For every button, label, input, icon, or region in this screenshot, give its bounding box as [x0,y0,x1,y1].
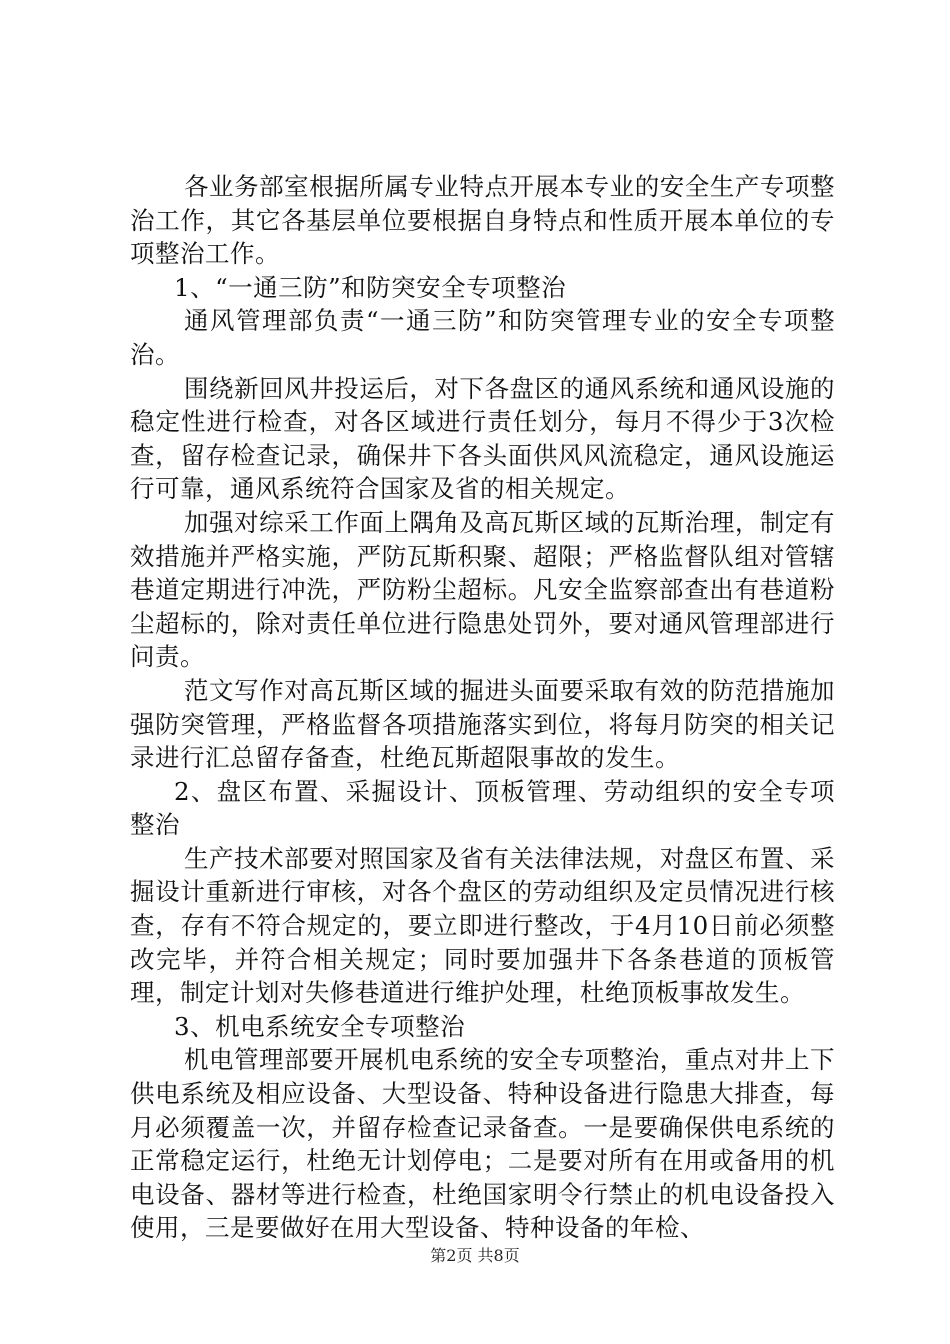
paragraph-electromechanical: 机电管理部要开展机电系统的安全专项整治，重点对井上下供电系统及相应设备、大型设备、特种设备进行隐患大排查，每月必须覆盖一次，并留存检查记录备查。一是要确保供电系统的正常稳定运行，杜绝无计划停电；二是要对所有在用或备用的机电设备、器材等进行检查，杜绝国家明令行禁止的机电设备投入使用，三是要做好在用大型设备、特种设备的年检、 [130,1045,835,1243]
section-heading-2: 2、盘区布置、采掘设计、顶板管理、劳动组织的安全专项整治 [130,776,835,840]
paragraph-production-tech: 生产技术部要对照国家及省有关法律法规，对盘区布置、采掘设计重新进行审核，对各个盘区的劳动组织及定员情况进行核查，存有不符合规定的，要立即进行整改，于4月10日前必须整改完毕，并符合相关规定；同时要加强井下各条巷道的顶板管理，制定计划对失修巷道进行维护处理，杜绝顶板事故发生。 [130,843,835,1008]
paragraph-gas-control: 加强对综采工作面上隅角及高瓦斯区域的瓦斯治理，制定有效措施并严格实施，严防瓦斯积聚、超限；严格监督队组对管辖巷道定期进行冲洗，严防粉尘超标。凡安全监察部查出有巷道粉尘超标的，除对责任单位进行隐患处罚外，要对通风管理部进行问责。 [130,507,835,672]
page-number-label: 第2页 共8页 [430,1246,520,1265]
paragraph-ventilation-check: 围绕新回风井投运后，对下各盘区的通风系统和通风设施的稳定性进行检查，对各区域进行责任划分，每月不得少于3次检查，留存检查记录，确保井下各头面供风风流稳定，通风设施运行可靠，通风系统符合国家及省的相关规定。 [130,373,835,504]
section-heading-1: 1、“一通三防”和防突安全专项整治 [174,272,567,302]
section-heading-3: 3、机电系统安全专项整治 [174,1011,466,1041]
paragraph-outburst-prevention: 范文写作对高瓦斯区域的掘进头面要采取有效的防范措施加强防突管理，严格监督各项措施落实到位，将每月防突的相关记录进行汇总留存备查，杜绝瓦斯超限事故的发生。 [130,675,835,773]
paragraph-ventilation-duty: 通风管理部负责“一通三防”和防突管理专业的安全专项整治。 [130,306,835,369]
document-body [130,170,835,1245]
page-footer [0,1246,950,1266]
paragraph-intro: 各业务部室根据所属专业特点开展本专业的安全生产专项整治工作，其它各基层单位要根据自身特点和性质开展本单位的专项整治工作。 [130,172,835,269]
